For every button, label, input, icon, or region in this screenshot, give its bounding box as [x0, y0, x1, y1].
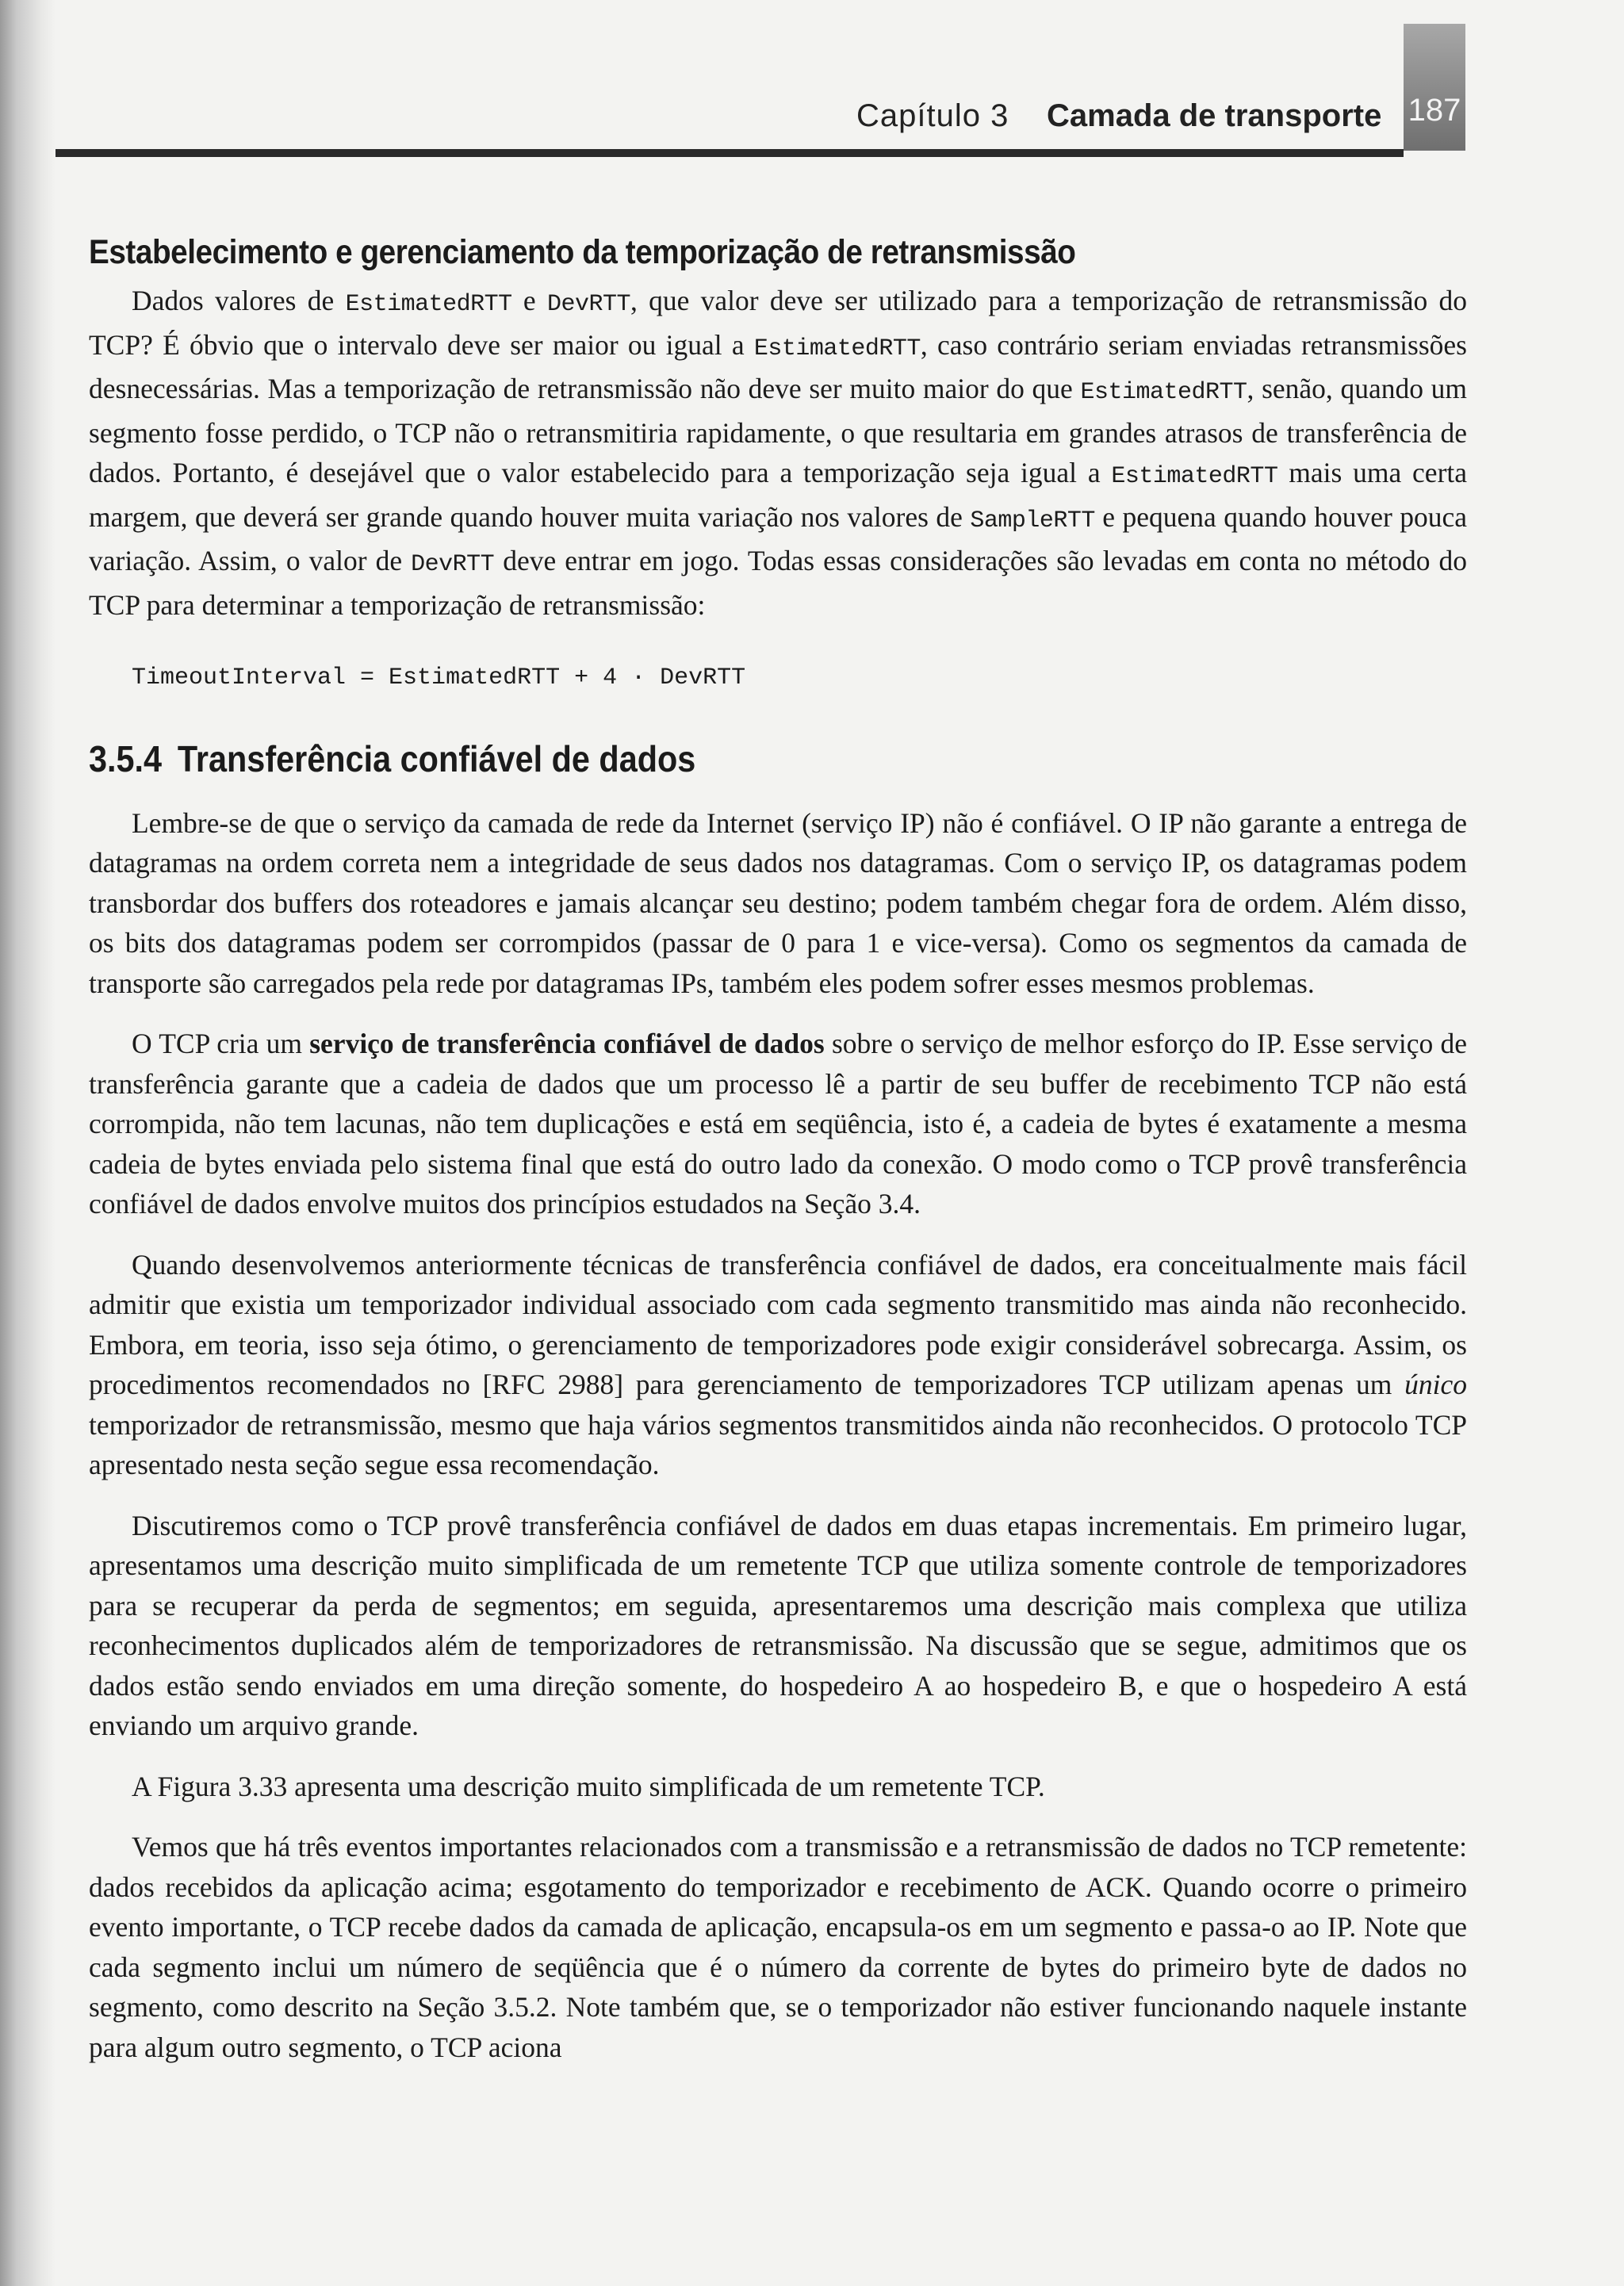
text-run: e	[511, 285, 547, 316]
paragraph-figure-ref: A Figura 3.33 apresenta uma descrição muito simplificada de um remetente TCP.	[132, 1770, 1045, 1802]
code-devrtt: DevRTT	[411, 551, 495, 578]
subsection-heading	[89, 735, 1329, 783]
code-samplertt: SampleRTT	[970, 507, 1095, 534]
text-run: temporizador de retransmissão, mesmo que haja vários segmentos transmitidos ainda não reconhecidos. O protocolo TCP apresentado nesta seção segue essa recomendação.	[89, 1408, 1467, 1480]
paragraph-rto-intro	[89, 281, 1467, 625]
header-rule	[56, 149, 1404, 157]
subsection-title: Transferência confiável de dados	[177, 737, 696, 779]
italic-term: único	[1404, 1369, 1467, 1400]
text-run: Quando desenvolvemos anteriormente técnicas de transferência confiável de dados, era conceitualmente mais fácil admitir que existia um temporizador individual associado com cada segmento transmitido mas ainda não reconhecido. Embora, em teoria, isso seja ótimo, o gerenciamento de temporizadores pode exigir considerável sobrecarga. Assim, os procedimentos recomendados no [RFC 2988] para gerenciamento de temporizadores TCP utilizam apenas um	[89, 1248, 1467, 1400]
code-estimatedrtt: EstimatedRTT	[1111, 463, 1278, 490]
text-run: mais uma certa margem, que deverá ser grande quando houver muita variação nos valores de	[89, 457, 1468, 533]
page-binding-shadow	[0, 0, 56, 2286]
text-run: sobre o serviço de melhor esforço do IP. Esse serviço de transferência garante que a cadeia de dados que um processo lê a partir de seu buffer de recebimento TCP não está corrompida, não tem lacunas, não tem duplicações e está em seqüência, isto é, a cadeia de bytes é exatamente a mesma cadeia de bytes enviada pelo sistema final que está do outro lado da conexão. O modo como o TCP provê transferência confiável de dados envolve muitos dos princípios estudados na Seção 3.4.	[89, 1028, 1467, 1220]
bold-term: serviço de transferência confiável de dados	[309, 1028, 825, 1059]
text-run: , senão, quando um segmento fosse perdido, o TCP não o retransmitiria rapidamente, o que resultaria em grandes atrasos de transferência de dados. Portanto, é desejável que o valor estabelecido para a temporização seja igual a	[89, 373, 1468, 488]
text-run: e pequena quando houver pouca variação. Assim, o valor de	[89, 500, 1467, 576]
paragraph-two-steps: Discutiremos como o TCP provê transferência confiável de dados em duas etapas incrementais. Em primeiro lugar, apresentamos uma descrição muito simplificada de um remetente TCP que utiliza somente controle de temporizadores para se recuperar da perda de segmentos; em seguida, apresentaremos uma descrição mais complexa que utiliza reconhecimentos duplicados além de temporizadores de retransmissão. Na discussão que se segue, admitimos que os dados estão sendo enviados em uma direção somente, do hospedeiro A ao hospedeiro B, e que o hospedeiro A está enviando um arquivo grande.	[89, 1509, 1467, 1741]
paragraph-single-timer	[89, 1245, 1467, 1485]
text-run: deve entrar em jogo. Todas essas considerações são levadas em conta no método do TCP para determinar a temporização de retransmissão:	[89, 545, 1467, 621]
text-run: O TCP cria um	[132, 1028, 310, 1059]
text-run: , que valor deve ser utilizado para a temporização de retransmissão do TCP? É óbvio que o intervalo deve ser maior ou igual a	[89, 285, 1468, 361]
page-number: 187	[1408, 93, 1461, 128]
timeout-formula: TimeoutInterval = EstimatedRTT + 4 · DevRTT	[132, 664, 746, 691]
paragraph-ip-unreliable: Lembre-se de que o serviço da camada de rede da Internet (serviço IP) não é confiável. O IP não garante a entrega de datagramas na ordem correta nem a integridade de seus dados nos datagramas. Com o serviço IP, os datagramas podem transbordar dos buffers dos roteadores e jamais alcançar seu destino; podem também chegar fora de ordem. Além disso, os bits dos datagramas podem ser corrompidos (passar de 0 para 1 e vice-versa). Como os segmentos da camada de transporte são carregados pela rede por datagramas IPs, também eles podem sofrer esses mesmos problemas.	[89, 806, 1467, 999]
page-number-tab	[1404, 24, 1465, 151]
code-estimatedrtt: EstimatedRTT	[1080, 379, 1247, 406]
paragraph-tcp-reliable-service	[89, 1024, 1467, 1224]
code-estimatedrtt: EstimatedRTT	[345, 291, 512, 318]
text-run: , caso contrário seriam enviadas retransmissões desnecessárias. Mas a temporização de retransmissão não deve ser muito maior do que	[89, 328, 1467, 404]
paragraph-three-events: Vemos que há três eventos importantes relacionados com a transmissão e a retransmissão de dados no TCP remetente: dados recebidos da aplicação acima; esgotamento do temporizador e recebimento de ACK. Quando ocorre o primeiro evento importante, o TCP recebe dados da camada de aplicação, encapsula-os em um segmento e passa-o ao IP. Note que cada segmento inclui um número de seqüência que é o número da corrente de bytes do primeiro byte de dados no segmento, como descrito na Seção 3.5.2. Note também que, se o temporizador não estiver funcionando naquele instante para algum outro segmento, o TCP aciona	[89, 1831, 1467, 2063]
chapter-title: Camada de transporte	[1047, 98, 1382, 133]
running-header	[0, 95, 1465, 143]
chapter-label: Capítulo 3	[856, 98, 1009, 133]
subsection-number: 3.5.4	[89, 737, 163, 779]
code-devrtt: DevRTT	[546, 291, 630, 318]
code-estimatedrtt: EstimatedRTT	[753, 335, 921, 362]
section-heading: Estabelecimento e gerenciamento da temporização de retransmissão	[89, 233, 1076, 271]
page-body	[89, 230, 1467, 2088]
text-run: Dados valores de	[132, 285, 346, 316]
